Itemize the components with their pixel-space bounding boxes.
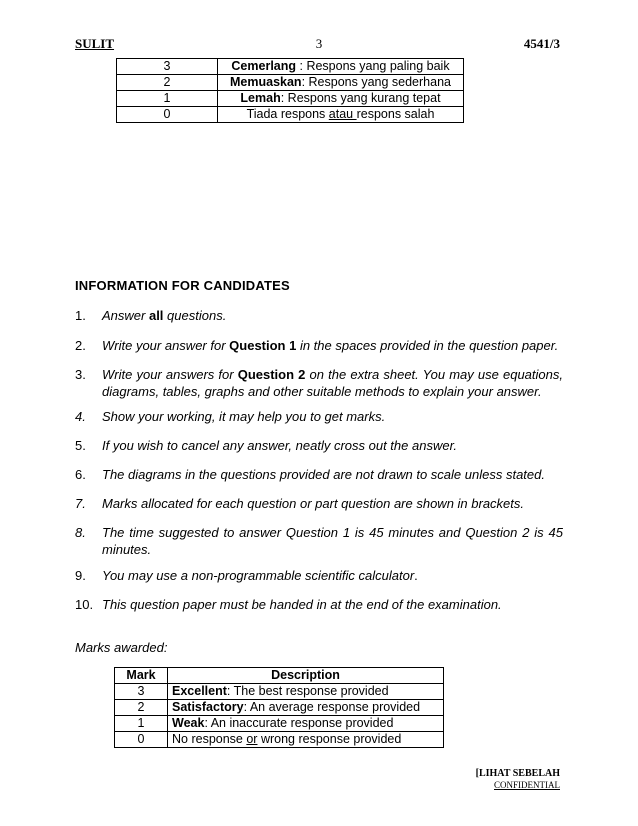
marks-awarded-title: Marks awarded: bbox=[75, 640, 168, 655]
mark-cell: 3 bbox=[117, 59, 218, 75]
column-header-description: Description bbox=[168, 668, 444, 684]
description-cell: Lemah: Respons yang kurang tepat bbox=[218, 91, 464, 107]
list-item: 9. You may use a non-programmable scientific calculator. bbox=[75, 568, 418, 583]
list-item: 5. If you wish to cancel any answer, neatly cross out the answer. bbox=[75, 438, 458, 453]
list-item: 10. This question paper must be handed in at the end of the examination. bbox=[75, 597, 502, 612]
mark-cell: 2 bbox=[117, 75, 218, 91]
list-item: 6. The diagrams in the questions provided are not drawn to scale unless stated. bbox=[75, 467, 545, 482]
list-item: 3. Write your answers for Question 2 on the extra sheet. You may use equations, diagrams, tables, graphs and other suitable methods to explain your answer. bbox=[75, 367, 563, 399]
mark-cell: 0 bbox=[115, 732, 168, 748]
mark-cell: 1 bbox=[117, 91, 218, 107]
header-sulit: SULIT bbox=[75, 36, 115, 51]
description-cell: Memuaskan: Respons yang sederhana bbox=[218, 75, 464, 91]
table-row bbox=[115, 716, 444, 732]
table-row bbox=[117, 75, 464, 91]
table-row bbox=[115, 732, 444, 748]
table-row bbox=[117, 91, 464, 107]
list-item: 1. Answer all questions. bbox=[75, 308, 227, 323]
description-cell: Excellent: The best response provided bbox=[168, 684, 444, 700]
paper-code: 4541/3 bbox=[523, 36, 560, 51]
column-header-mark: Mark bbox=[115, 668, 168, 684]
mark-cell: 1 bbox=[115, 716, 168, 732]
description-cell: Satisfactory: An average response provided bbox=[168, 700, 444, 716]
list-item: 8. The time suggested to answer Question 1 is 45 minutes and Question 2 is 45 minutes. bbox=[75, 525, 563, 557]
table-row bbox=[117, 107, 464, 123]
list-item: 7. Marks allocated for each question or part question are shown in brackets. bbox=[75, 496, 525, 511]
list-item: 2. Write your answer for Question 1 in the spaces provided in the question paper. bbox=[75, 338, 559, 353]
rubric-table-english bbox=[114, 667, 444, 748]
description-cell: Tiada respons atau respons salah bbox=[218, 107, 464, 123]
list-item: 4. Show your working, it may help you to get marks. bbox=[75, 409, 386, 424]
rubric-table-malay bbox=[116, 58, 464, 123]
description-cell: Weak: An inaccurate response provided bbox=[168, 716, 444, 732]
mark-cell: 3 bbox=[115, 684, 168, 700]
mark-cell: 2 bbox=[115, 700, 168, 716]
page-number: 3 bbox=[315, 36, 323, 51]
table-row bbox=[117, 59, 464, 75]
table-row bbox=[115, 700, 444, 716]
description-cell: Cemerlang : Respons yang paling baik bbox=[218, 59, 464, 75]
description-cell: No response or wrong response provided bbox=[168, 732, 444, 748]
table-row bbox=[115, 684, 444, 700]
footer-turn-over: [LIHAT SEBELAH bbox=[475, 768, 560, 779]
table-header-row bbox=[115, 668, 444, 684]
footer-confidential: CONFIDENTIAL bbox=[494, 780, 560, 790]
mark-cell: 0 bbox=[117, 107, 218, 123]
info-title: INFORMATION FOR CANDIDATES bbox=[75, 278, 290, 293]
